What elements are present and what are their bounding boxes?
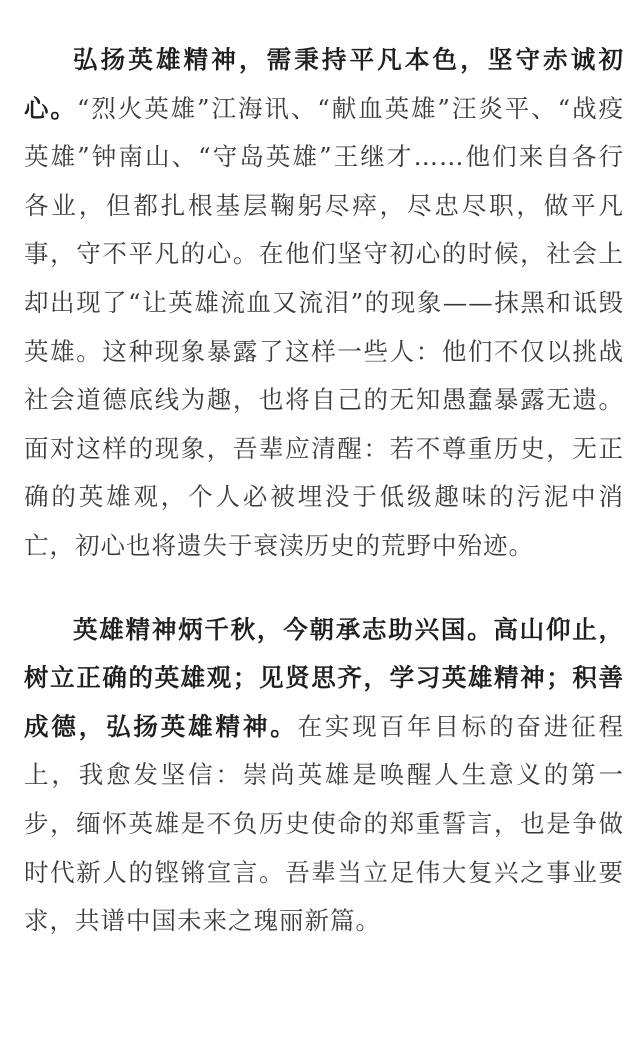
paragraph-2-thesis: 英雄精神炳千秋，今朝承志助兴国。高山仰止，树立正确的英雄观；见贤思齐，学习英雄精神；积善成德，弘扬英雄精神。 — [24, 614, 624, 741]
paragraph-1-thesis: 弘扬英雄精神，需秉持平凡本色，坚守赤诚初心。 — [24, 45, 624, 123]
essay-body — [24, 36, 624, 946]
paragraph-2 — [24, 606, 624, 946]
paragraph-1 — [24, 36, 624, 571]
paragraph-1-body: “烈火英雄”江海讯、“献血英雄”汪炎平、“战疫英雄”钟南山、“守岛英雄”王继才……他们来自各行各业，但都扎根基层鞠躬尽瘁，尽忠尽职，做平凡事，守不平凡的心。在他们坚守初心的时候，社会上却出现了“让英雄流血又流泪”的现象——抹黑和诋毁英雄。这种现象暴露了这样一些人：他们不仅以挑战社会道德底线为趣，也将自己的无知愚蠢暴露无遗。面对这样的现象，吾辈应清醒：若不尊重历史，无正确的英雄观，个人必被埋没于低级趣味的污泥中消亡，初心也将遗失于衰渎历史的荒野中殆迹。 — [24, 93, 625, 560]
paragraph-2-body: 在实现百年目标的奋进征程上，我愈发坚信：崇尚英雄是唤醒人生意义的第一步，缅怀英雄是不负历史使命的郑重誓言，也是争做时代新人的铿锵宣言。吾辈当立足伟大复兴之事业要求，共谱中国未来之瑰丽新篇。 — [24, 711, 625, 936]
